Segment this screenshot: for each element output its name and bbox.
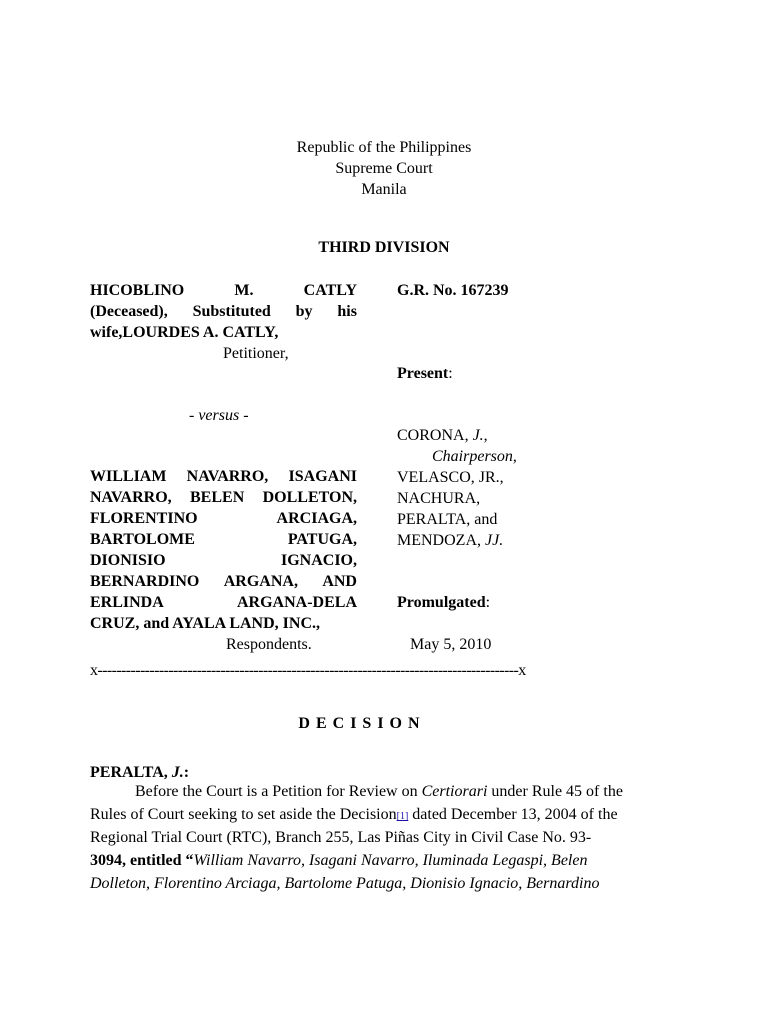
word: by [295,303,313,320]
respondents-line-3 [90,508,357,529]
respondents-line-8: CRUZ, and AYALA LAND, INC., [90,615,320,632]
justice-velasco: VELASCO, JR., [397,469,504,486]
text: Rules of Court seeking to set aside the Decision [90,806,397,823]
justice-title: JJ. [485,532,504,549]
word: HICOBLINO [90,282,185,299]
word: Substituted [192,303,271,320]
promulgated-label: Promulgated [397,594,486,611]
promulgated-date: May 5, 2010 [410,636,492,653]
petitioner-line-2 [90,301,357,322]
word: FLORENTINO [90,510,198,527]
present-colon: : [448,365,453,382]
italic-text: William Navarro, Isagani Navarro, Iluminada Legaspi, Belen [193,852,588,869]
ponente-title: J. [171,764,184,781]
body-line-3: Regional Trial Court (RTC), Branch 255, Las Piñas City in Civil Case No. 93- [90,829,592,846]
header-city: Manila [361,181,407,198]
word: IGNACIO, [280,552,357,569]
petitioner-role: Petitioner, [223,345,289,362]
versus-label: - versus - [189,407,249,424]
word: CATLY [303,282,357,299]
word: his [337,303,357,320]
word: PATUGA, [287,531,357,548]
word: DOLLETON, [262,489,357,506]
comma: , [512,448,517,465]
petitioner-line-3: wife,LOURDES A. CATLY, [90,324,279,341]
text: under Rule 45 of the [487,783,623,800]
word: BARTOLOME [90,531,195,548]
header-republic: Republic of the Philippines [296,139,472,156]
promulgated-colon: : [485,594,491,611]
word: AND [322,573,357,590]
text: dated December 13, 2004 of the [408,806,618,823]
header-court: Supreme Court [335,160,433,177]
respondents-line-1 [90,466,357,487]
body-line-5 [90,872,678,895]
comma: , [483,427,488,444]
justice-mendoza [397,530,503,551]
word: ISAGANI [288,468,357,485]
division-title: THIRD DIVISION [318,239,450,256]
word: ARCIAGA, [276,510,357,527]
gr-number: G.R. No. 167239 [397,282,509,299]
word: NAVARRO, [90,489,172,506]
word: ERLINDA [90,594,164,611]
word: WILLIAM [90,468,167,485]
respondents-line-6 [90,571,357,592]
chairperson-label: Chairperson [432,448,513,465]
word: M. [234,282,254,299]
present-heading [397,363,453,384]
respondents-role: Respondents. [226,636,312,653]
promulgated-heading [397,592,490,613]
petitioner-line-1 [90,280,357,301]
respondents-line-4 [90,529,357,550]
colon: : [183,764,190,781]
word: ARGANA, [223,573,298,590]
word: BELEN [190,489,245,506]
respondents-line-7 [90,592,357,613]
ponente-name: PERALTA, [90,764,172,781]
footnote-link[interactable]: [1] [396,811,409,822]
body-line-4 [90,849,678,872]
body-line-1 [90,780,678,803]
text: Before the Court is a Petition for Review on [135,783,422,800]
justice-name: CORONA, [397,427,473,444]
separator-line: x-----------------------------------------------------------------------------------------x [90,662,526,679]
body-line-2 [90,803,678,828]
italic-text: Dolleton, Florentino Arciaga, Bartolome Patuga, Dionisio Ignacio, Bernardino [90,875,600,892]
justice-peralta: PERALTA, and [397,511,498,528]
decision-title: DECISION [298,715,426,732]
respondents-line-2 [90,487,357,508]
justice-corona [397,425,488,446]
justice-title: J. [472,427,484,444]
present-label: Present [397,365,449,382]
justice-chairperson [432,446,517,467]
word: ARGANA-DELA [237,594,357,611]
justice-nachura: NACHURA, [397,490,481,507]
respondents-line-5 [90,550,357,571]
word: NAVARRO, [186,468,269,485]
word: (Deceased), [90,303,168,320]
word: BERNARDINO [90,573,200,590]
word: DIONISIO [90,552,166,569]
bold-text: 3094, entitled “ [90,852,194,869]
justice-name: MENDOZA, [397,532,485,549]
italic-text: Certiorari [421,783,488,800]
